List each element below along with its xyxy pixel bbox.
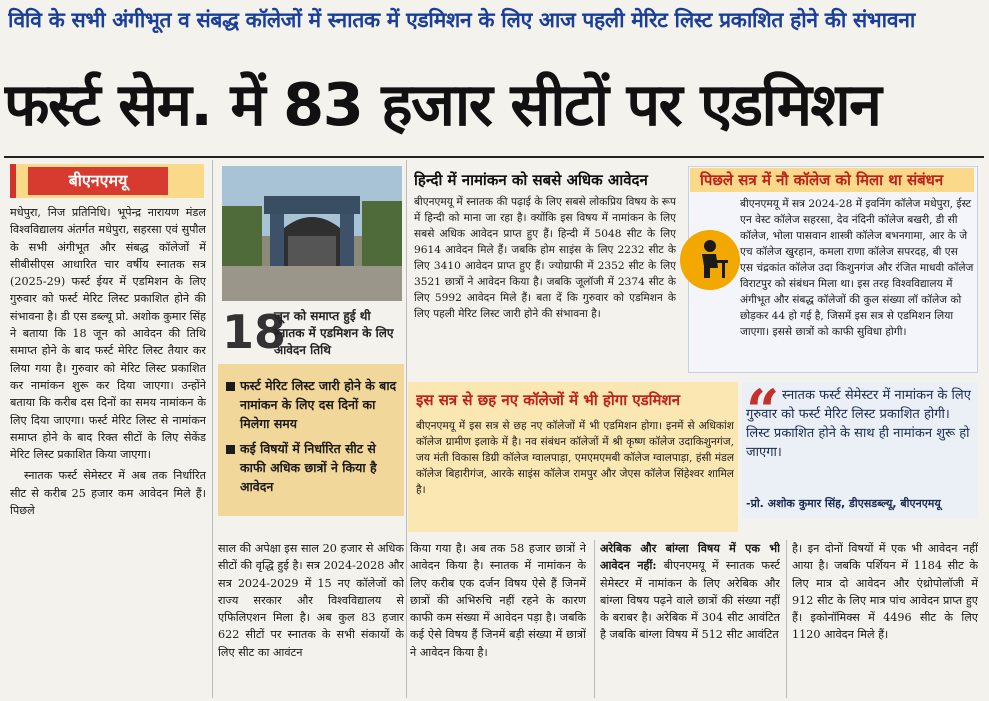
column-divider (406, 160, 407, 698)
arabic-lead: अरेबिक और बांग्ला विषय में एक भी आवेदन नहीं: (600, 541, 780, 573)
main-headline: फर्स्ट सेम. में 83 हजार सीटों पर एडमिशन (4, 70, 881, 139)
quote-text: स्नातक फर्स्ट सेमेस्टर में नामांकन के लिए गुरुवार को फर्स्ट मेरिट लिस्ट प्रकाशित होगी। लिस्ट प्रकाशित होने के साथ ही नामांकन शुरू हो जाएगा। (746, 388, 971, 460)
hindi-section-body: बीएनएमयू में स्नातक की पढ़ाई के लिए सबसे लोकप्रिय विषय के रूप में हिन्दी को माना जा रहा है। क्योंकि इस विषय में नामांकन के लिए सबसे अधिक आवेदन प्राप्त हुए हैं। हिन्दी में 5048 सीट के लिए 9614 आवेदन मिले हैं। जबकि होम साइंस के लिए 2232 सीट के लिए 3410 आवेदन प्राप्त हुए हैं। ज्योग्राफी में 2352 सीट के लिए 3521 छात्रों ने आवेदन किया है। जबकि जूलॉजी में 2374 सीट के लिए 5992 आवेदन मिले हैं। बता दें कि गुरुवार को एडमिशन के लिए पहली मेरिट लिस्ट जारी होने की संभावना है। (414, 196, 676, 320)
previous-session-body: बीएनएमयू में सत्र 2024-28 में इवनिंग कॉलेज मधेपुरा, ईस्ट एन वेस्ट कॉलेज सहरसा, देव नंदिनी कॉलेज बखरी, डी सी कॉलेज, भोला पासवान शास्त्री कॉलेज बभनगामा, आर के जे एच कॉलेज खुरहान, कमला राणा कॉलेज सपरदह, बी एस एस चंद्रकांत कॉलेज उदा किशुनगंज और रंजित माधवी कॉलेज विराटपुर को संबंधन मिला था। इस तरह विश्वविद्यालय में अंगीभूत और संबद्ध कॉलेजों की कुल संख्या लॉ कॉलेज को छोड़कर 44 हो गई है, जिसमें इस सत्र से एडमिशन लिया जाएगा। इससे छात्रों को काफी सुविधा होगी। (740, 198, 974, 338)
highlight-bullet: कई विषयों में निर्धारित सीट से काफी अधिक छात्रों ने किया है आवेदन (224, 439, 398, 496)
article-column-1 (10, 204, 206, 698)
highlight-bullet: फर्स्ट मेरिट लिस्ट जारी होने के बाद नामांकन के लिए दस दिनों का मिलेगा समय (224, 376, 398, 433)
highlights-box (218, 364, 404, 516)
university-tag: बीएनएमयू (28, 167, 168, 195)
hindi-section-heading: हिन्दी में नामांकन को सबसे अधिक आवेदन (414, 171, 648, 189)
college-gate-illustration (222, 166, 402, 301)
student-reading-icon (680, 230, 740, 290)
column-divider (786, 540, 787, 698)
kicker-headline: विवि के सभी अंगीभूत व संबद्ध कॉलेजों में स्नातक में एडमिशन के लिए आज पहली मेरिट लिस्ट प्रकाशित होने की संभावना (8, 8, 915, 32)
section-divider (4, 156, 984, 158)
article-column-2: साल की अपेक्षा इस साल 20 हजार से अधिक सीटों की वृद्धि हुई है। सत्र 2024-2028 और सत्र 2024-2029 में 15 नए कॉलेजों को राज्य सरकार और विश्वविद्यालय से एफिलिएशन मिला है। अब कुल 83 हजार 622 सीटों पर स्नातक के सभी संकायों के लिए सीट का आवंटन (218, 542, 404, 659)
article-paragraph: मधेपुरा, निज प्रतिनिधि। भूपेन्द्र नारायण मंडल विश्वविद्यालय अंतर्गत मधेपुरा, सहरसा एवं सुपौल के सभी अंगीभूत और संबद्ध कॉलेजों में सीबीसीएस आधारित चार वर्षीय स्नातक सत्र (2025-29) फर्स्ट ईयर में एडमिशन के लिए गुरुवार को फर्स्ट मेरिट लिस्ट प्रकाशित होने की संभावना है। डी एस डब्ल्यू प्रो. अशोक कुमार सिंह ने बताया कि 18 जून को आवेदन की तिथि समाप्त होने के बाद फर्स्ट मेरिट लिस्ट तैयार कर लिया गया है। गुरुवार को मेरिट लिस्ट प्रकाशित कर नामांकन शुरू कर दिया जाएगा। उन्होंने बताया कि करीब दस दिनों का समय नामांकन के लिए दिया जाएगा। फर्स्ट मेरिट लिस्ट से नामांकन समाप्त होने के बाद रिक्त सीटों के लिए सेकेंड मेरिट लिस्ट प्रकाशित किया जाएगा। (10, 206, 206, 462)
article-column-4 (600, 540, 780, 698)
article-column-3: किया गया है। अब तक 58 हजार छात्रों ने आवेदन किया है। स्नातक में नामांकन के लिए करीब एक दर्जन विषय ऐसे हैं जिनमें छात्रों की अभिरुचि नहीं रहने के कारण काफी कम संख्या में आवेदन पड़ा है। जबकि कई ऐसे विषय हैं जिनमें बड़ी संख्या में छात्रों ने आवेदन किया है। (410, 542, 586, 659)
new-colleges-body: बीएनएमयू में इस सत्र से छह नए कॉलेजों में भी एडमिशन होगा। इनमें से अधिकांश कॉलेज ग्रामीण इलाके में है। नव संबंधन कॉलेजों में श्री कृष्ण कॉलेज उदाकिशुनगंज, जय मंती विकास डिग्री कॉलेज ग्वालपाड़ा, एमएमएमबी कॉलेज ग्वालपाड़ा, हंसी मंडल कॉलेज बिहारीगंज, आरके साइंस कॉलेज रामपुर और जेएस कॉलेज सिंहेश्वर शामिल है। (416, 420, 734, 496)
college-gate-photo (222, 166, 402, 301)
previous-session-heading: पिछले सत्र में नौ कॉलेज को मिला था संबंधन (690, 168, 974, 192)
stat-number: 18 (222, 305, 287, 359)
article-column-5: है। इन दोनों विषयों में एक भी आवेदन नहीं आया है। जबकि पर्शियन में 1184 सीट के लिए मात्र दो आवेदन और एंथ्रोपोलॉजी में 912 सीट के लिए मात्र पांच आवेदन प्राप्त हुए हैं। इकोनॉमिक्स में 4496 सीट के लिए 1120 आवेदन मिले हैं। (792, 542, 978, 642)
column-divider (594, 540, 595, 698)
stat-caption: जून को समाप्त हुई थी स्नातक में एडमिशन के लिए आवेदन तिथि (274, 309, 394, 357)
column-divider (212, 160, 213, 698)
new-colleges-heading: इस सत्र से छह नए कॉलेजों में भी होगा एडमिशन (416, 391, 681, 409)
student-icon-glyph (680, 230, 740, 290)
quote-signature: -प्रो. अशोक कुमार सिंह, डीएसडब्ल्यू, बीएनएमयू (746, 497, 941, 510)
quote-mark-icon: “ (746, 377, 780, 445)
article-paragraph: स्नातक फर्स्ट सेमेस्टर में अब तक निर्धारित सीट से करीब 25 हजार कम आवेदन मिले हैं। पिछले (10, 469, 206, 518)
arabic-body: बीएनएमयू में स्नातक फर्स्ट सेमेस्टर में नामांकन के लिए अरेबिक और बांग्ला विषय पढ़ने वाले छात्रों की संख्या नहीं के बराबर है। अरेबिक में 304 सीट आवंटित है जबकि बांग्ला विषय में 512 सीट आवंटित (600, 559, 780, 642)
